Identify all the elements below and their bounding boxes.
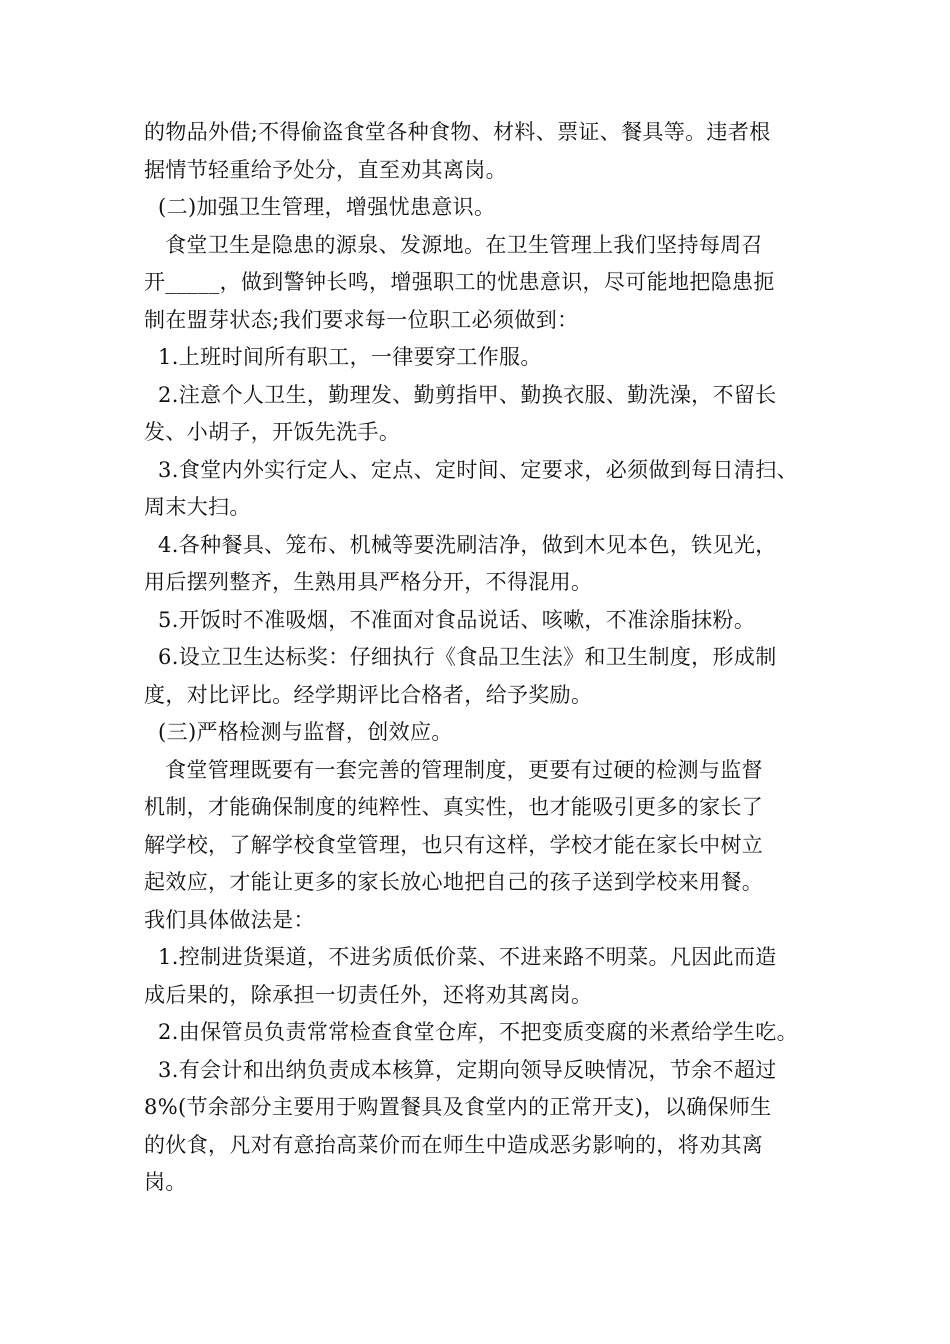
text-line: 据情节轻重给予处分，直至劝其离岗。 <box>144 157 507 182</box>
text-line: 机制，才能确保制度的纯粹性、真实性，也才能吸引更多的家长了 <box>144 795 764 819</box>
list-item: 3.有会计和出纳负责成本核算，定期向领导反映情况，节余不超过 <box>144 1057 777 1082</box>
text-line: 成后果的，除承担一切责任外，还将劝其离岗。 <box>144 982 593 1007</box>
text-line: 8%(节余部分主要用于购置餐具及食堂内的正常开支)，以确保师生 <box>144 1095 772 1119</box>
text-line: 食堂卫生是隐患的源泉、发源地。在卫生管理上我们坚持每周召 <box>144 232 763 257</box>
list-item: 2.由保管员负责常常检查食堂仓库，不把变质变腐的米煮给学生吃。 <box>144 1020 798 1044</box>
text-line: 周末大扫。 <box>144 495 251 519</box>
text-line: 发、小胡子，开饭先洗手。 <box>144 420 401 444</box>
text-line: 度，对比评比。经学期评比合格者，给予奖励。 <box>144 682 593 707</box>
text-line: 制在盟芽状态;我们要求每一位职工必须做到： <box>144 307 579 332</box>
text-line: 食堂管理既要有一套完善的管理制度，更要有过硬的检测与监督 <box>144 757 763 782</box>
document-body <box>144 114 834 1202</box>
text-line: 我们具体做法是： <box>144 907 315 932</box>
section-heading: (三)严格检测与监督，创效应。 <box>144 720 453 744</box>
text-line: 起效应，才能让更多的家长放心地把自己的孩子送到学校来用餐。 <box>144 870 764 894</box>
list-item: 3.食堂内外实行定人、定点、定时间、定要求，必须做到每日清扫、 <box>144 457 798 482</box>
list-item: 2.注意个人卫生，勤理发、勤剪指甲、勤换衣服、勤洗澡，不留长 <box>144 382 777 407</box>
list-item: 6.设立卫生达标奖：仔细执行《食品卫生法》和卫生制度，形成制 <box>144 645 777 669</box>
list-item: 1.上班时间所有职工，一律要穿工作服。 <box>144 345 542 369</box>
list-item: 1.控制进货渠道，不进劣质低价菜、不进来路不明菜。凡因此而造 <box>144 945 777 969</box>
text-line: 的物品外借;不得偷盗食堂各种食物、材料、票证、餐具等。违者根 <box>144 120 771 144</box>
list-item: 5.开饭时不准吸烟，不准面对食品说话、咳嗽，不准涂脂抹粉。 <box>144 607 756 632</box>
text-line: 用后摆列整齐，生熟用具严格分开，不得混用。 <box>144 570 593 594</box>
text-line: 的伙食，凡对有意抬高菜价而在师生中造成恶劣影响的，将劝其离 <box>144 1132 764 1157</box>
text-line: 解学校，了解学校食堂管理，也只有这样，学校才能在家长中树立 <box>144 832 764 857</box>
section-heading: (二)加强卫生管理，增强忧患意识。 <box>144 195 496 219</box>
text-line: 开_____，做到警钟长鸣，增强职工的忧患意识，尽可能地把隐患扼 <box>144 270 775 294</box>
list-item: 4.各种餐具、笼布、机械等要洗刷洁净，做到木见本色，铁见光， <box>144 532 777 557</box>
text-line: 岗。 <box>144 1170 187 1194</box>
